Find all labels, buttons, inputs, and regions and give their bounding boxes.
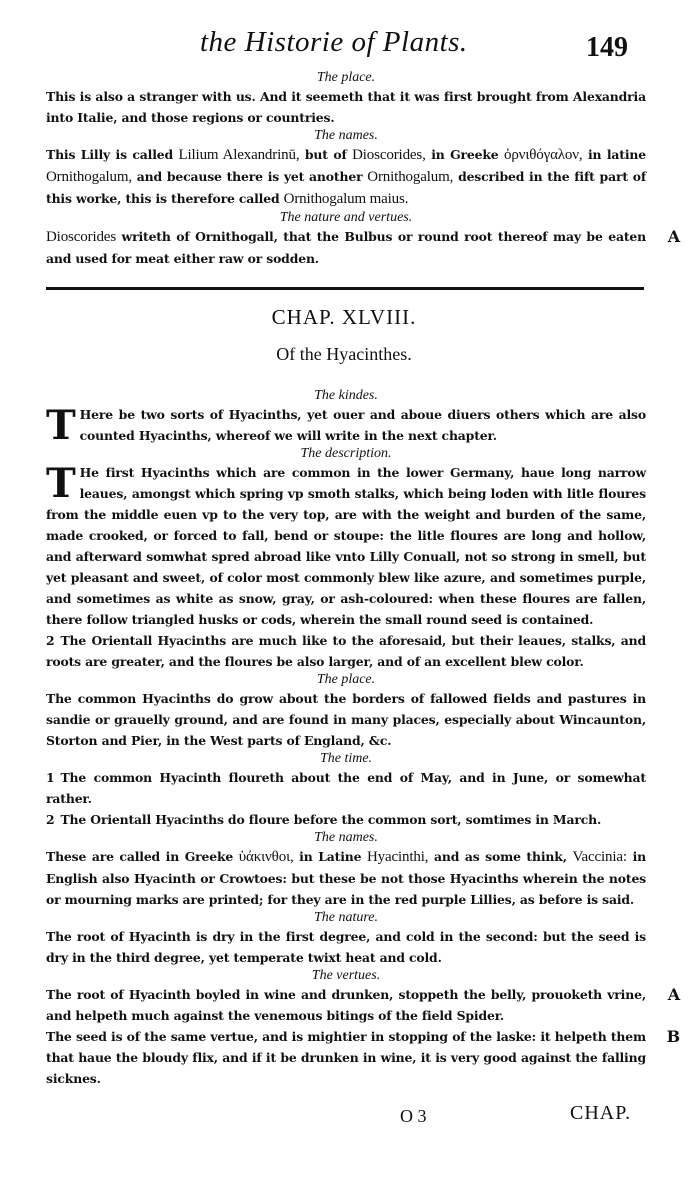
time-paragraph-1: 1 The common Hyacinth floureth about the end of May, and in June, or somewhat rather. <box>46 770 646 806</box>
names-heading: The names. <box>314 128 378 143</box>
vertues-paragraph-1: The root of Hyacinth boyled in wine and drunken, stoppeth the belly, prouoketh vrine, and helpeth much against the venemous bitings of the field Spider. A <box>46 985 680 1023</box>
section-rule <box>46 287 644 290</box>
description-paragraph: T He first Hyacinths which are common in the lower Germany, haue long narrow leaues, amongst which spring vp smoth stalks, which being loden with litle floures from the middle euen vp to the very top, are with the weight and burden of the same, made crooked, or forced to fall, bend or stoupe: the litle floures are long and hollow, and afterward somwhat spred abroad like vnto Lilly Conuall, not so strong in smell, but yet pleasant and sweet, of color most commonly blew like azure, and sometimes purple, and sometimes as white as snow, gray, or ash-coloured: when these floures are fallen, there follow triangled husks or cods, wherein the small round seed is contained. <box>46 460 646 627</box>
margin-letter-a: A <box>667 227 680 246</box>
margin-letter-a: A <box>667 985 680 1004</box>
nature-vertues-paragraph: Dioscorides writeth of Ornithogall, that the Bulbus or round root thereof may be eaten and used for meat either raw or sodden. A <box>46 227 680 266</box>
place-paragraph-2: The common Hyacinths do grow about the borders of fallowed fields and pastures in sandie or grauelly ground, and are found in many places, especially about Wincaunton, Storton and Pier, in the West parts of England, &c. <box>46 691 646 748</box>
place-heading: The place. <box>316 70 376 85</box>
nature-heading: The nature. <box>313 910 379 925</box>
margin-letter-b: B <box>666 1027 680 1046</box>
dropcap: T <box>46 460 76 507</box>
dropcap: T <box>46 402 76 449</box>
description-heading: The description. <box>300 446 392 461</box>
names-heading-2: The names. <box>314 830 378 845</box>
catchword: CHAP. <box>570 1102 632 1124</box>
running-head <box>0 22 688 70</box>
nature-vertues-heading: The nature and vertues. <box>279 210 413 225</box>
place-heading-2: The place. <box>316 672 376 687</box>
top-section <box>46 70 680 269</box>
names-paragraph: This Lilly is called Lilium Alexandrinū, but of Dioscorides, in Greeke ὀρνιθόγαλον, in latine Ornithogalum, and because there is yet another Ornithogalum, described in the fift part of this worke, this is therefore called Ornithogalum maius. <box>46 147 647 207</box>
description-paragraph-2: 2 The Orientall Hyacinths are much like to the aforesaid, but their leaues, stalks, and roots are greater, and the floures be also larger, and of an excellent blew color. <box>46 633 646 669</box>
names-paragraph-2: These are called in Greeke ὑάκινθοι, in Latine Hyacinthi, and as some think, Vaccinia: in English also Hyacinth or Crowtoes: but these be not those Hyacinths wherein the notes or mourning marks are printed; for they are in the red purple Lillies, as before is said. <box>46 849 646 907</box>
signature-mark: O 3 <box>400 1106 427 1126</box>
kindes-paragraph: T Here be two sorts of Hyacinths, yet ouer and aboue diuers others which are also counted Hyacinths, whereof we will write in the next chapter. <box>46 402 646 449</box>
vertues-heading: The vertues. <box>311 968 381 983</box>
place-paragraph: This is also a stranger with us. And it seemeth that it was first brought from Alexandria into Italie, and those regions or countries. <box>46 89 646 125</box>
running-title: the Historie of Plants. <box>200 26 468 58</box>
nature-paragraph: The root of Hyacinth is dry in the first degree, and cold in the second: but the seed is dry in the third degree, yet temperate twixt heat and cold. <box>46 929 646 965</box>
time-heading: The time. <box>319 751 373 766</box>
page-footer <box>0 1100 688 1130</box>
chapter-body <box>46 388 680 1089</box>
page-number: 149 <box>586 32 628 63</box>
time-paragraph-2: 2 The Orientall Hyacinths do floure before the common sort, somtimes in March. <box>46 812 602 827</box>
chapter-subtitle: Of the Hyacinthes. <box>276 344 412 364</box>
vertues-paragraph-2: The seed is of the same vertue, and is mightier in stopping of the laske: it helpeth them that haue the bloudy flix, and if it be drunken in wine, it is very good against the falling sicknes. B <box>46 1027 680 1086</box>
chapter-heading: CHAP. XLVIII. <box>271 305 417 329</box>
kindes-heading: The kindes. <box>314 388 378 403</box>
